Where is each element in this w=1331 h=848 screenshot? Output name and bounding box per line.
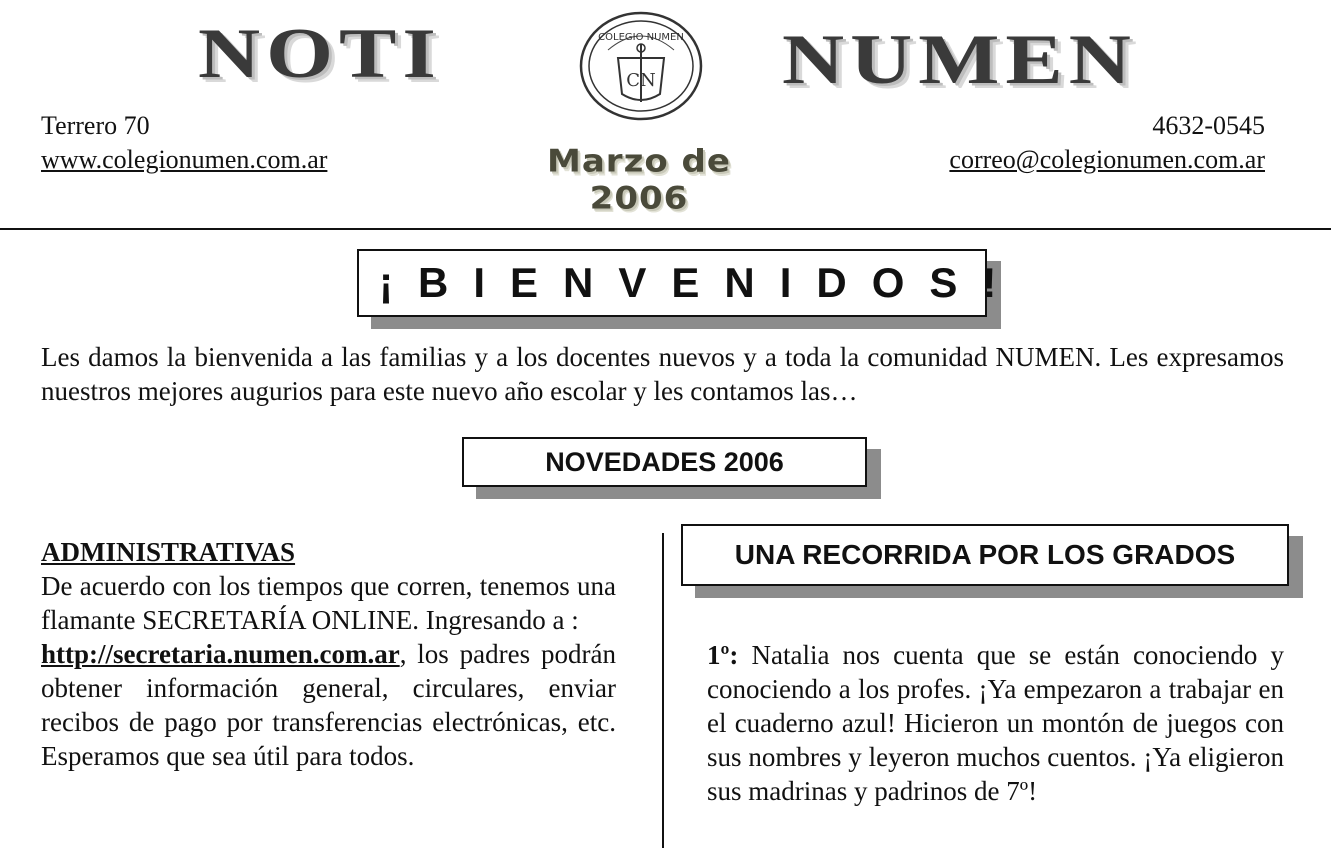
welcome-paragraph: Les damos la bienvenida a las familias y a los docentes nuevos y a toda la comunidad NUMEN. Les expresamos nuestros mejores augurios para este nuevo año escolar y les contamos las… — [41, 342, 1284, 406]
address: Terrero 70 — [41, 111, 150, 140]
issue-date: Marzo de 2006 — [547, 143, 731, 217]
phone-number: 4632-0545 — [1152, 111, 1265, 140]
seal-text: COLEGIO NUMEN — [598, 32, 684, 43]
administrativas-text-end: , los padres podrán obtener información general, circulares, enviar recibos de pago por transferencias electrónicas, etc. Esperamos que sea útil para todos. — [41, 639, 616, 771]
header-divider — [0, 228, 1331, 230]
secretaria-online-link[interactable]: http://secretaria.numen.com.ar — [41, 639, 400, 669]
email-link[interactable]: correo@colegionumen.com.ar — [949, 145, 1265, 174]
administrativas-section — [41, 535, 616, 773]
grados-section — [707, 638, 1284, 808]
school-seal-logo — [578, 10, 704, 122]
masthead-title-right: NUMEN — [782, 19, 1137, 99]
administrativas-heading: ADMINISTRATIVAS — [41, 537, 296, 567]
novedades-title-box: NOVEDADES 2006 — [462, 437, 867, 487]
first-grade-text: Natalia nos cuenta que se están conociendo y conociendo a los profes. ¡Ya empezaron a trabajar en el cuaderno azul! Hicieron un montón de juegos con sus nombres y leyeron muchos cuentos. ¡Ya eligieron sus madrinas y padrinos de 7º! — [707, 640, 1284, 806]
first-grade-label: 1º: — [707, 640, 739, 670]
column-divider — [662, 533, 664, 848]
administrativas-text-start: De acuerdo con los tiempos que corren, tenemos una flamante SECRETARÍA ONLINE. Ingresando a : — [41, 571, 616, 635]
seal-monogram: CN — [626, 70, 656, 91]
welcome-title-box: ¡BIENVENIDOS! — [357, 249, 987, 317]
website-link[interactable]: www.colegionumen.com.ar — [41, 145, 328, 174]
grados-title-box: UNA RECORRIDA POR LOS GRADOS — [681, 524, 1289, 586]
masthead-title-left: NOTI — [198, 13, 442, 93]
